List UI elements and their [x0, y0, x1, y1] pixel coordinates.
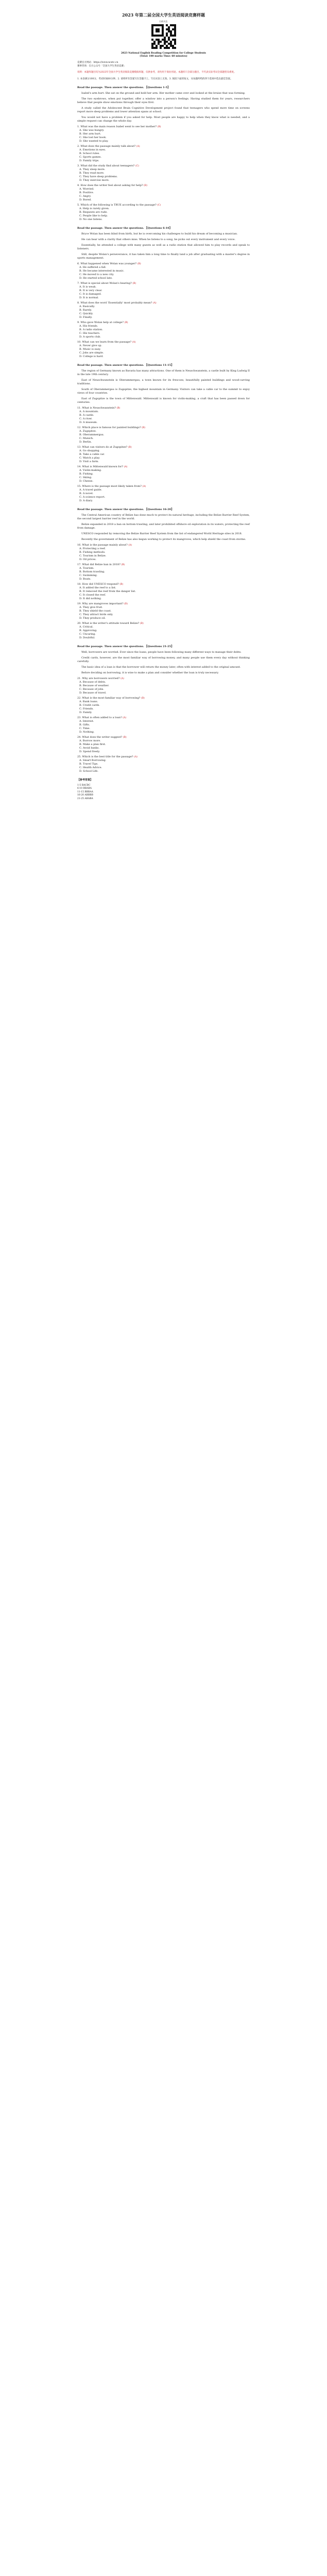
- answer-option: B. It removed the reef from the danger list.: [79, 590, 136, 593]
- passage-paragraph: The basic idea of a loan is that the borrower will return the money later, often with interest added to the original amount.: [81, 666, 241, 669]
- passage-paragraph: Belize expanded in 2018 a ban on bottom trawling, and later prohibited offshore oil exploration in its waters, protecting the reef from damage.: [77, 523, 250, 530]
- answer-key: (B): [128, 446, 132, 449]
- passage-paragraph: East of Zugspitze is the town of Mittenwald. Mittenwald is known for violin-making, a craft that has been passed down for centuries.: [77, 397, 250, 404]
- passage-paragraph: The region of Germany known as Bavaria has many attractions. One of them is Neuschwanstein, a castle built by King Ludwig II in the late 19th century.: [77, 369, 250, 376]
- question-stem: 25. Which is the best title for the passage? (A): [77, 755, 137, 758]
- answer-option: B. Take a cable car.: [79, 453, 105, 456]
- qr-label: 扫码关注: [159, 20, 168, 23]
- answer-list: [77, 778, 250, 801]
- question-stem: 19. Why are mangroves important? (B): [77, 602, 128, 605]
- question-stem: 21. Why are borrowers worried? (A): [77, 677, 124, 680]
- answer-key: (A): [124, 466, 128, 468]
- answer-option: B. Music is easy.: [79, 348, 101, 351]
- answer-option: A. A travel guide.: [79, 488, 102, 492]
- passage-section: [77, 645, 250, 773]
- answer-option: C. A river.: [79, 417, 93, 420]
- answer-option: D. Finally.: [79, 316, 93, 319]
- passage-paragraph: Well, borrowers are worried. Ever since the loans, people have been following many different ways to manage their debts.: [81, 651, 242, 654]
- answer-key: (B): [132, 282, 136, 285]
- passages-container: [77, 86, 250, 773]
- question-stem: 4. How does the writer feel about asking for help? (B): [77, 184, 147, 187]
- answer-key: (A): [152, 302, 157, 304]
- answer-row: 1-5 BACBC: [77, 784, 91, 787]
- answer-option: B. Positive.: [79, 191, 94, 194]
- answer-option: A. It is weak.: [79, 285, 96, 289]
- answer-option: C. He moved to a new city.: [79, 273, 114, 276]
- answer-option: A. They give fruit.: [79, 606, 103, 609]
- answer-option: C. Jobs are simple.: [79, 351, 104, 354]
- answer-option: B. They shield the coast.: [79, 609, 112, 613]
- answer-key: (B): [119, 583, 124, 586]
- answer-option: B. A castle.: [79, 414, 94, 417]
- answer-option: C. Friends.: [79, 707, 94, 710]
- answer-option: A. It added the reef to a list.: [79, 586, 116, 589]
- answer-option: D. School Life.: [79, 770, 98, 773]
- passage-paragraph: Essentially, he attended a college with many guests as well as a radio station that allowed him to play records and speak to listeners.: [77, 244, 250, 250]
- answer-option: A. Protecting a reef.: [79, 547, 106, 550]
- section-heading: Read the passage. Then answer the questions. 【Questions 21-25】: [77, 645, 174, 648]
- question-stem: 13. What can visitors do at Zugspitze? (B): [77, 446, 132, 449]
- answer-option: C. She lost her book.: [79, 136, 107, 139]
- answer-option: B. Oberammergau.: [79, 433, 105, 436]
- answer-option: D. Visit a farm.: [79, 460, 99, 463]
- answer-items: [77, 784, 250, 801]
- meta-contact: 赛事咨询：官方公众号「全国大学生英语竞赛」: [77, 64, 126, 67]
- section-heading: Read the passage. Then answer the questions. 【Questions 16-20】: [77, 508, 174, 511]
- disclaimer-note: 说明：本题库题目均为2023年全国大学生英语阅读竞赛模拟样题，仅供参考，请勿用于商业用途。本题库只含部分题目，不代表实际考试全部题型及难度。: [77, 71, 236, 74]
- answer-option: D. A diary.: [79, 499, 93, 502]
- document-title: 2023 年第二届全国大学生英语阅读竞赛样题: [122, 12, 205, 18]
- answer-key: (A): [128, 544, 132, 547]
- answer-option: D. It did nothing.: [79, 597, 102, 600]
- answer-option: A. Bank loans.: [79, 700, 98, 703]
- answer-key: (B): [123, 736, 127, 739]
- passage-paragraph: Credit cards, however, are the most familiar way of borrowing money, and many people use them every day without thinking carefully.: [77, 656, 250, 663]
- question-stem: 12. Which place is famous for painted buildings? (B): [77, 426, 146, 429]
- answer-option: A. Worried.: [79, 188, 94, 191]
- answer-option: C. Avoid banks.: [79, 747, 100, 750]
- answer-option: C. His teachers.: [79, 332, 100, 335]
- passage-paragraph: Isabel's arm hurt. She sat on the ground and held her arm. Her mother came over and looked at the bruise that was forming.: [81, 92, 246, 95]
- answer-option: A. Emotions in eyes.: [79, 148, 106, 151]
- answer-option: A. Because of debts.: [79, 681, 106, 684]
- answer-option: D. Berlin.: [79, 440, 92, 444]
- answer-option: D. Doubtful.: [79, 636, 95, 639]
- passage-paragraph: UNESCO responded by removing the Belize Barrier Reef System from the list of endangered World Heritage sites in 2018.: [81, 532, 243, 535]
- answer-option: D. They produce oil.: [79, 617, 106, 620]
- answer-option: A. Never give up.: [79, 344, 102, 347]
- answer-option: B. School rules.: [79, 152, 100, 155]
- answer-option: B. They read more.: [79, 172, 105, 175]
- question-stem: 1. What was the main reason Isabel went to see her mother? (B): [77, 125, 161, 128]
- answer-option: A. A mountain.: [79, 410, 99, 413]
- subtitle-score: (Total: 100 marks Time: 60 minutes): [140, 55, 187, 58]
- question-stem: 23. What is often added to a loan? (A): [77, 716, 127, 719]
- answer-key: (A): [123, 717, 127, 719]
- answer-option: B. Fishing.: [79, 472, 94, 476]
- question-stem: 15. Where is the passage most likely taken from? (A): [77, 485, 146, 488]
- answer-key: (B): [157, 126, 161, 128]
- section-heading: Read the passage. Then answer the questions. 【Questions 6-10】: [77, 227, 172, 230]
- answer-option: B. Credit cards.: [79, 704, 100, 707]
- answer-option: B. Bottom trawling.: [79, 570, 105, 573]
- passage-paragraph: East of Neuschwanstein is Oberammergau, a town known for its frescoes, beautifully painted buildings and wood-carving traditions.: [77, 379, 250, 385]
- answer-option: C. Because of jobs.: [79, 688, 104, 691]
- answer-option: D. College is hard.: [79, 355, 104, 358]
- answer-option: C. Tourism in Belize.: [79, 554, 107, 557]
- answer-key: (B): [141, 697, 145, 700]
- answer-option: D. No one listens.: [79, 218, 102, 221]
- answer-option: B. A radio station.: [79, 328, 103, 331]
- passage-paragraph: He can hear with a clarity that others miss. When he listens to a song, he picks out every instrument and every voice.: [81, 238, 236, 241]
- answer-option: C. It is damaged.: [79, 293, 102, 296]
- answer-option: D. Family trips.: [79, 159, 99, 162]
- answer-option: C. Swimming.: [79, 574, 98, 577]
- answer-option: D. Family.: [79, 711, 92, 714]
- question-stem: 3. What did the study find about teenagers? (C): [77, 164, 139, 167]
- answer-key: (B): [121, 564, 125, 566]
- answer-option: A. Interest.: [79, 720, 94, 723]
- answer-option: A. Smart Borrowing.: [79, 759, 107, 762]
- answer-option: B. Approving.: [79, 629, 97, 632]
- passage-paragraph: You would not have a problem if you asked for help. Most people are happy to help when they know what is needed, and a simple request can change the whole day.: [77, 116, 250, 123]
- answer-option: D. It is normal.: [79, 296, 99, 299]
- answer-option: C. A science report.: [79, 496, 106, 499]
- answer-option: C. Munich.: [79, 437, 94, 440]
- answer-option: D. Spend freely.: [79, 750, 100, 753]
- answer-option: C. Uncaring.: [79, 633, 96, 636]
- answer-option: D. Bored.: [79, 198, 92, 201]
- meta-info: [77, 61, 250, 68]
- answer-option: C. Skiing.: [79, 476, 92, 479]
- answer-key: (B): [140, 622, 144, 625]
- question-stem: 22. What is the most familiar way of borrowing? (B): [77, 697, 145, 700]
- answer-option: A. They sleep more.: [79, 168, 106, 171]
- answer-option: C. People like to help.: [79, 214, 108, 217]
- answer-option: D. Because of travel.: [79, 691, 107, 694]
- answer-option: B. Gifts.: [79, 723, 90, 726]
- passage-paragraph: A study called the Adolescent Brain Cognitive Development project found that teenagers who spend more time on screens report more sleep problems and lower attention spans at school.: [77, 107, 250, 113]
- answer-option: C. Quickly.: [79, 312, 93, 315]
- answer-key: (B): [142, 427, 146, 429]
- passage-paragraph: The Central American country of Belize has done much to protect its natural heritage, including the Belize Barrier Reef System, the second largest barrier reef in the world.: [77, 514, 250, 520]
- question-stem: 9. Who gave Wolan help at college? (B): [77, 321, 128, 324]
- answer-option: A. He suffered a fall.: [79, 266, 107, 269]
- answer-option: B. Requests are rude.: [79, 211, 108, 214]
- answer-option: C. Watch a play.: [79, 456, 100, 460]
- answer-option: C. Health Advice.: [79, 766, 102, 769]
- answer-option: D. A sports club.: [79, 335, 101, 338]
- answer-option: C. It closed the reef.: [79, 594, 106, 597]
- question-stem: 6. What happened when Wolan was younger? (B): [77, 262, 141, 265]
- answer-option: A. His friends.: [79, 325, 98, 328]
- passage-paragraph: Bryce Wolan has been blind from birth, but he is overcoming his challenges to build his dream of becoming a musician.: [81, 232, 238, 235]
- question-stem: 7. What is special about Wolan's hearing? (B): [77, 282, 136, 285]
- question-stem: 11. What is Neuschwanstein? (B): [77, 406, 121, 410]
- answer-option: A. Borrow more.: [79, 739, 101, 742]
- answer-key: (B): [137, 263, 141, 265]
- question-stem: 17. What did Belize ban in 2018? (B): [77, 563, 125, 566]
- answer-option: A. Basically.: [79, 305, 95, 308]
- qr-block: [77, 20, 250, 49]
- question-stem: 8. What does the word 'Essentially' most probably mean? (A): [77, 301, 157, 304]
- answer-option: D. She wanted to play.: [79, 140, 109, 143]
- answer-option: C. They have sleep problems.: [79, 175, 118, 178]
- answer-option: B. Because of weather.: [79, 684, 109, 687]
- passage-paragraph: The two eyebrows, when put together, offer a window into a person's feelings. Having studied them for years, researchers believe that people show emotions through their eyes first.: [77, 97, 250, 104]
- section-heading: Read the passage. Then answer the questions. 【Questions 11-15】: [77, 364, 174, 367]
- answer-key: (B): [144, 184, 147, 187]
- question-stem: 14. What is Mittenwald known for? (A): [77, 465, 128, 468]
- answer-option: D. Oil prices.: [79, 558, 97, 561]
- answer-option: D. He started school late.: [79, 277, 113, 280]
- question-stem: 10. What can we learn from the passage? (A): [77, 341, 136, 344]
- subtitle-english: 2023 National English Reading Competition for College Students: [121, 52, 206, 55]
- passage-paragraph: South of Oberammergau is Zugspitze, the highest mountain in Germany. Visitors can take a cable car to the summit to enjoy views of four countries.: [77, 388, 250, 395]
- question-stem: 16. What is the passage mainly about? (A): [77, 544, 132, 547]
- answer-option: A. Critical.: [79, 625, 94, 629]
- answer-option: A. Help is rarely given.: [79, 207, 110, 210]
- question-stem: 20. What is the writer's attitude toward Belize? (B): [77, 622, 144, 625]
- answer-key: (A): [142, 485, 146, 488]
- question-stem: 18. How did UNESCO respond? (B): [77, 583, 124, 586]
- answer-option: B. It is very clear.: [79, 289, 102, 292]
- passage-section: [77, 227, 250, 359]
- answer-option: D. They exercise more.: [79, 179, 110, 182]
- answer-option: A. She was hungry.: [79, 129, 105, 132]
- answer-key: (A): [136, 145, 140, 148]
- answer-option: B. Travel Tips.: [79, 762, 98, 766]
- answer-key: (C): [135, 165, 139, 167]
- answer-option: B. A novel.: [79, 492, 94, 495]
- answer-row: 16-20 ABBBB: [77, 794, 93, 796]
- answer-key: (A): [121, 677, 124, 680]
- answer-option: B. Make a plan first.: [79, 743, 106, 746]
- question-stem: 5. Which of the following is TRUE according to the passage? (C): [77, 204, 161, 207]
- answer-key: (C): [157, 204, 161, 207]
- passage-section: [77, 364, 250, 503]
- qr-code-icon: [151, 24, 176, 49]
- answer-title: 【参考答案】: [77, 778, 93, 782]
- question-stem: 2. What does the passage mainly talk about? (A): [77, 145, 140, 148]
- answer-option: D. Nothing.: [79, 731, 95, 734]
- answer-row: 21-25 ABABA: [77, 797, 93, 800]
- instructions: 1. 本卷满分100分，考试时间60分钟。2. 请将所有答案写在答题卡上，写在试卷上无效。3. 阅读下面的短文，从每题所给的四个选项中选出最佳答案。: [77, 77, 233, 80]
- answer-option: D. Cheese.: [79, 480, 94, 483]
- answer-row: 11-15 BBBAA: [77, 790, 93, 793]
- section-heading: Read the passage. Then answer the questions. 【Questions 1-5】: [77, 86, 170, 89]
- answer-option: D. Boats.: [79, 578, 91, 581]
- answer-key: (B): [124, 321, 128, 324]
- answer-key: (A): [134, 756, 137, 758]
- passage-section: [77, 86, 250, 222]
- answer-option: A. Violin-making.: [79, 469, 102, 472]
- answer-option: A. Zugspitze.: [79, 430, 97, 433]
- answer-option: B. He became interested in music.: [79, 269, 125, 273]
- answer-key: (B): [116, 407, 121, 410]
- question-stem: 24. What does the writer suggest? (B): [77, 736, 127, 739]
- answer-option: B. Rarely.: [79, 309, 92, 312]
- meta-website: 竞赛官方网站：https://www.ncetc.cn: [77, 61, 118, 64]
- answer-key: (A): [132, 341, 136, 344]
- passage-paragraph: Recently the government of Belize has also begun working to protect its mangroves, which help shield the coast from storms.: [81, 538, 246, 541]
- answer-row: 6-10 BBABA: [77, 787, 92, 790]
- answer-option: B. Her arm hurt.: [79, 132, 101, 135]
- answer-option: C. They attract birds only.: [79, 613, 113, 616]
- answer-option: C. Angry.: [79, 195, 91, 198]
- answer-option: A. Go shopping.: [79, 449, 100, 452]
- answer-key: (B): [124, 603, 128, 605]
- passage-section: [77, 508, 250, 640]
- answer-option: D. A museum.: [79, 421, 98, 424]
- answer-option: C. Time.: [79, 727, 91, 730]
- passage-paragraph: Still, despite Wolan's perseverance, it has taken him a long time to finally land a job after graduating with a master's degree in sports management.: [77, 253, 250, 260]
- answer-option: C. Sports games.: [79, 156, 102, 159]
- answer-option: B. Fishing methods.: [79, 551, 106, 554]
- answer-option: A. Tourism.: [79, 567, 94, 570]
- passage-paragraph: Before deciding on borrowing, it is wise to make a plan and consider whether the loan is truly necessary.: [81, 671, 219, 674]
